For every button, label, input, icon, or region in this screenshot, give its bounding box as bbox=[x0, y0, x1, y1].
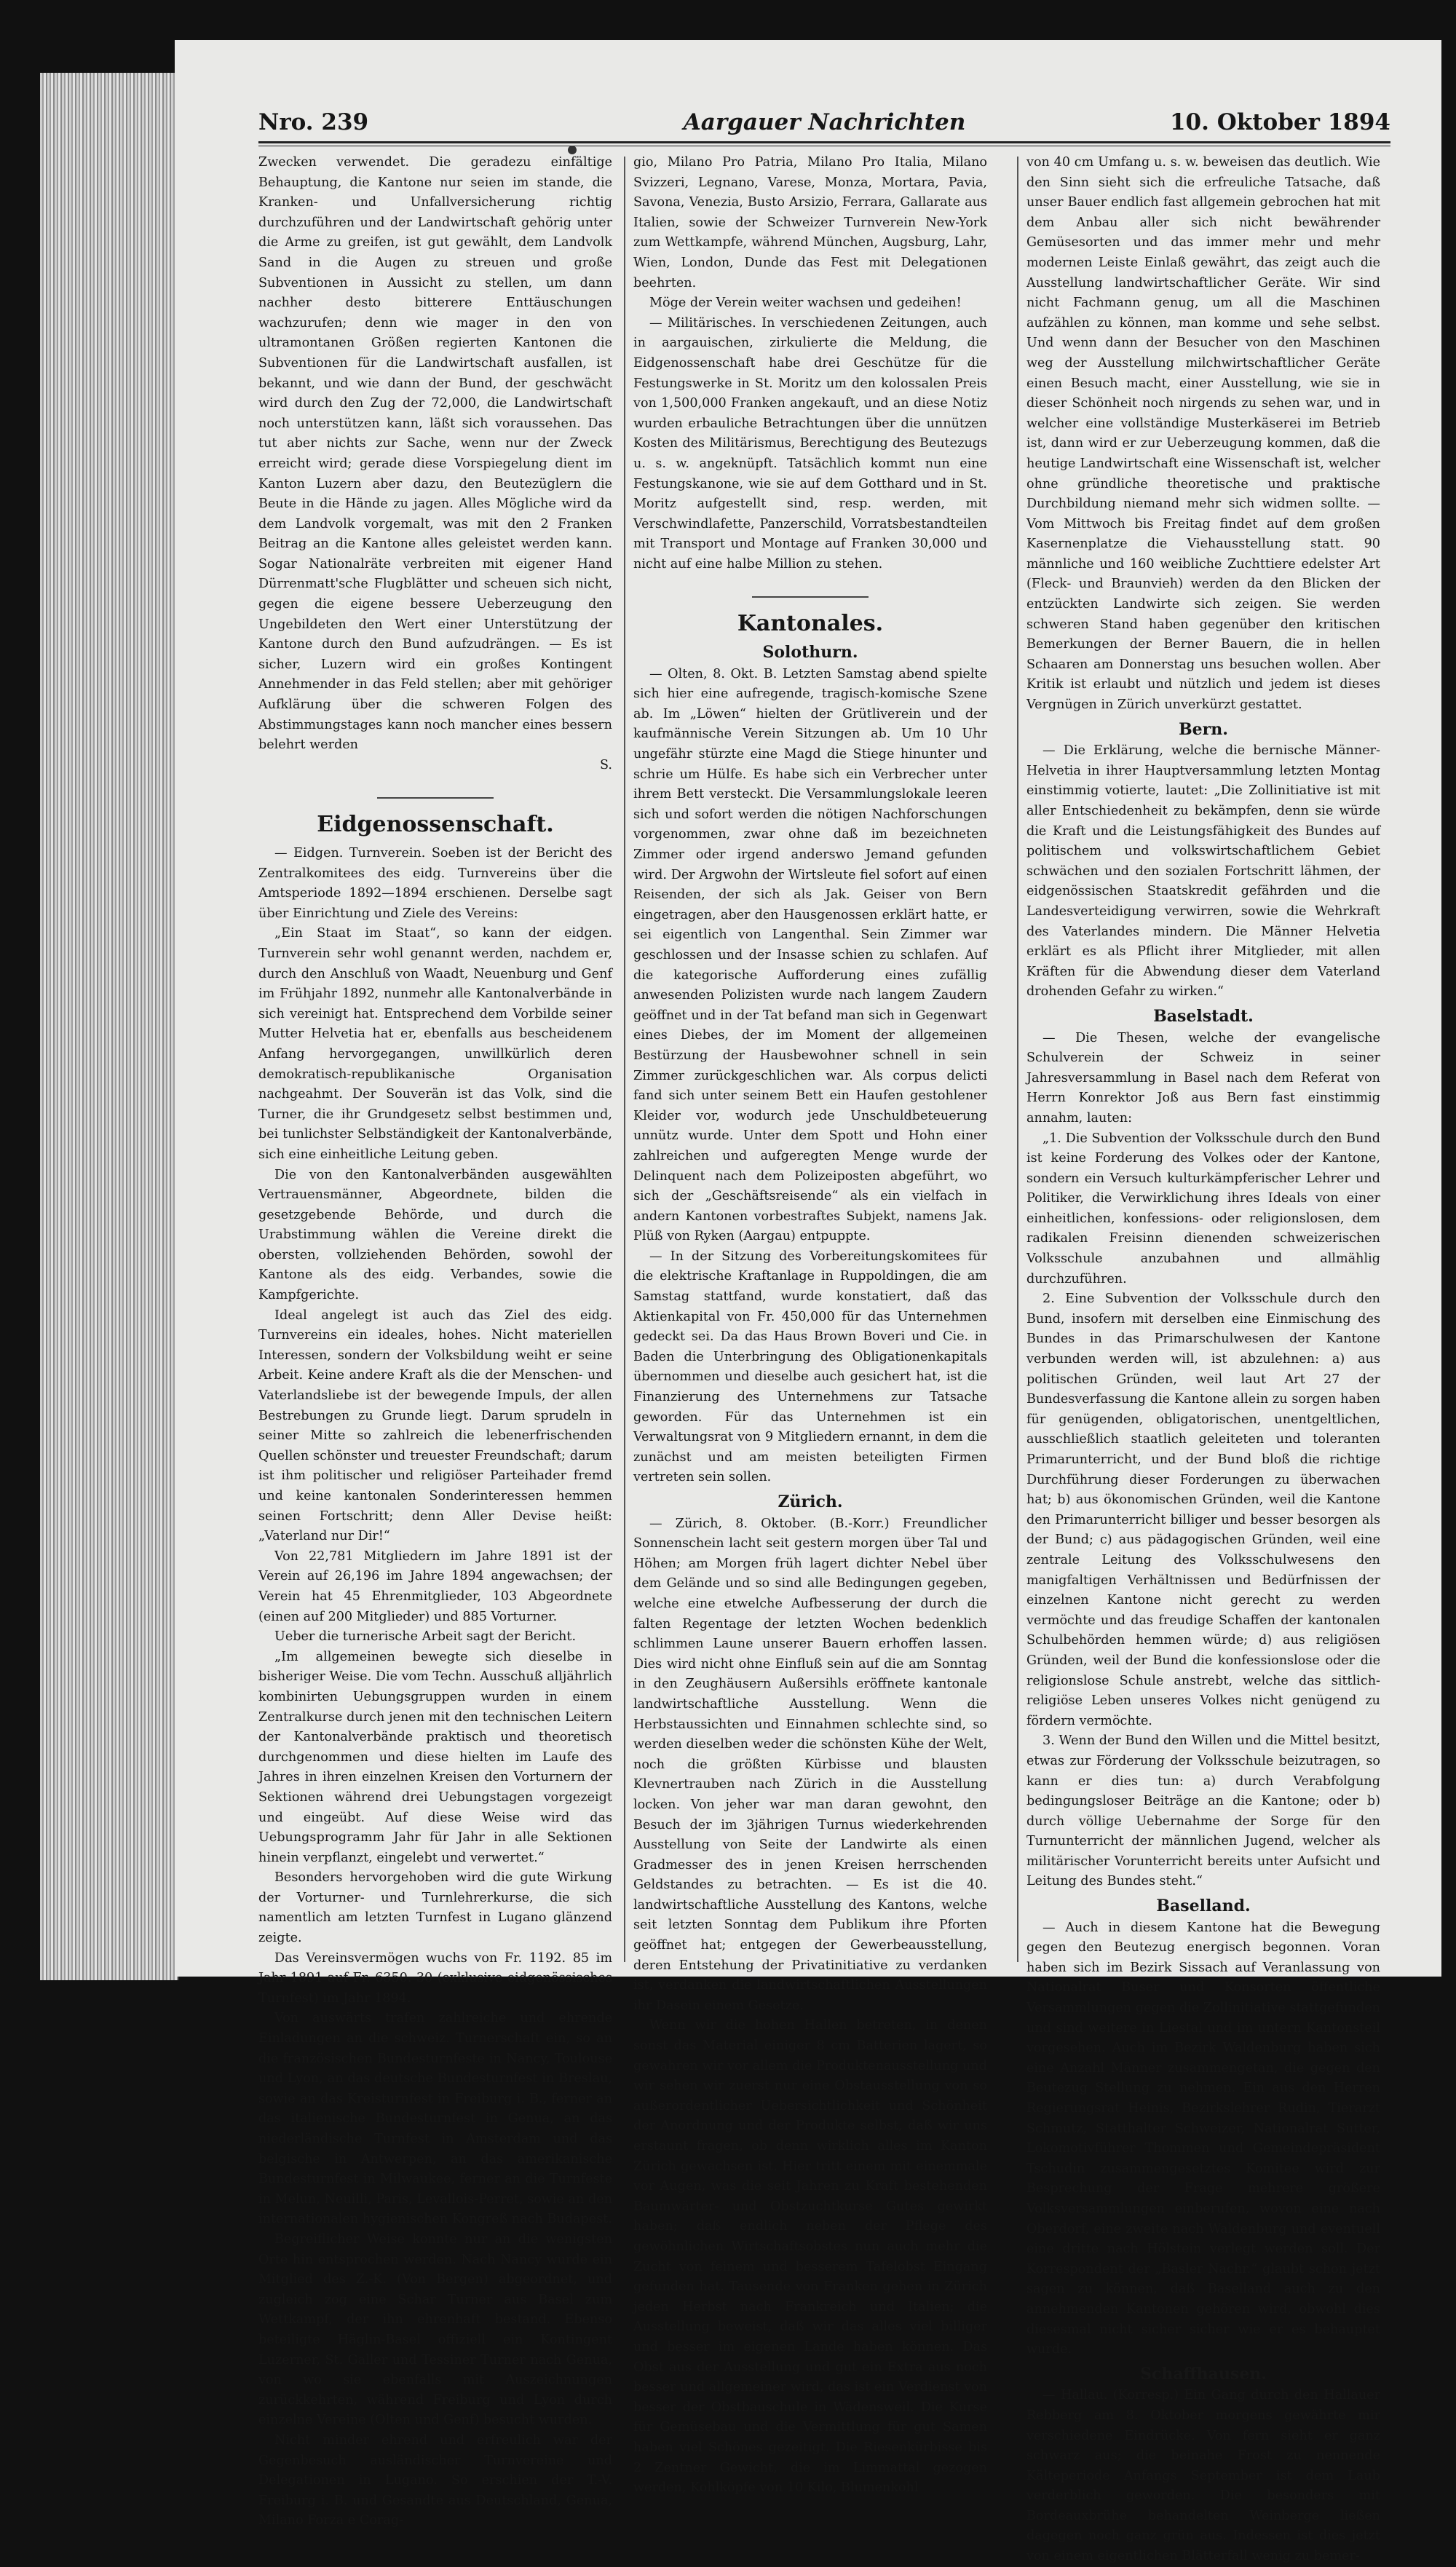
column-1 bbox=[258, 153, 612, 2528]
article-paragraph: Nicht minder ehrend und erfreulich war der Gegenbesuch ausländischer Turnvereine und Delegationen in Lugano. So erschien der T.-V. Freiburg i. B. und Gesandte aus Deutschland, Genua, Milano Forza e Corag- bbox=[258, 2432, 612, 2528]
article-paragraph: Begreiflicher Weise konnte nur an die wenigsten Orte hin entsprochen werden. Nach Nancy wurde ein Mitglied des Z.-K. (Von Bergen) abgeordnet, und zugleich zog eine Schar Turner aus Basel zum Wettkampf, der ihn ehrenhaft bestand. Ebenso beteiligte Häglin-Basel offiziell ein Kontingent Luzerner, St. Galler und Tessiner Turner nach Genua, von wo sie ebenfalls mit Auszeichnungen zurückkehrten, während Freiburg und Lyon durch einzelne Vereine (Olten und Genf) besucht wurden. bbox=[258, 2231, 612, 2428]
article-paragraph: von 40 cm Umfang u. s. w. beweisen das deutlich. Wie den Sinn sieht sich die erfreuliche Tatsache, daß unser Bauer endlich fast allgemein gebrochen hat mit dem Anbau aller sich nicht bewährender Gemüsesorten und das immer mehr und mehr modernen Leiste Einlaß gewährt, das zeigt auch die Ausstellung landwirtschaftlicher Geräte. Wir sind nicht Fachmann genug, um all die Maschinen aufzählen zu können, man komme und sehe selbst. Und wenn dann der Besucher von den Maschinen weg der Ausstellung milchwirtschaftlicher Geräte einen Besuch macht, einer Ausstellung, wie sie in dieser Schönheit noch nirgends zu sehen war, und in welcher eine vollständige Musterkäserei im Betrieb ist, dann wird er zur Ueberzeugung kommen, daß die heutige Landwirtschaft eine Wissenschaft ist, welcher ohne gründliche theoretische und praktische Durchbildung niemand mehr sich widmen sollte. — Vom Mittwoch bis Freitag findet auf dem großen Kasernenplatze die Viehausstellung statt. 90 männliche und 160 weibliche Zuchttiere edelster Art (Fleck- und Braunvieh) werden da den Blicken der entzückten Landwirte sich zeigen. Sie werden schweren Stand haben gegenüber den kritischen Bemerkungen der Berner Bauern, die in hellen Schaaren am Donnerstag uns besuchen wollen. Aber Kritik ist erlaubt und nützlich und jedem ist dieses Vergnügen in Zürich unverkürzt gestattet. bbox=[1026, 155, 1380, 713]
column-3 bbox=[1026, 153, 1380, 2564]
article-paragraph: Besonders hervorgehoben wird die gute Wirkung der Vorturner- und Turnlehrerkurse, die sich namentlich am letzten Turnfest in Lugano glänzend zeigte. bbox=[258, 1870, 612, 1946]
book-page-edges bbox=[40, 73, 178, 1980]
subheading-schaffhausen: Schaffhausen. bbox=[1140, 2364, 1267, 2384]
article-signature: S. bbox=[599, 757, 612, 772]
subheading-baselland: Baselland. bbox=[1156, 1896, 1251, 1916]
article-paragraph: Von auswärts trafen zahlreiche und ehrende Einladungen an die schweiz. Turnerschaft ein, so an die französischen Bundesturnfeste in Nancy, Toulouse und Lyon, an das deutsche Bundesturnfest in Breslau, sowie an das Kreisturnfest in Freiburg i. B., ferner an das italienische Bundesturnfest in Genua, an das niederländische Turnfest in Amsterdam und das belgische in Antwerpen, an das amerikanische Bundesturnfest in Milwaukee, ferner an die Turnfeste in Melun, Neuilli, Paris, Levallois-Perret, sowie an den internationalen hygienischen Kongreß nach Budapest. bbox=[258, 2011, 612, 2227]
article-paragraph: — In der Sitzung des Vorbereitungskomitees für die elektrische Kraftanlage in Ruppoldingen, die am Samstag stattfand, wurde konstatiert, daß das Aktienkapital von Fr. 450,000 für das Unternehmen gedeckt sei. Da das Haus Brown Boveri und Cie. in Baden die Unterbringung des Obligationenkapitals übernommen und dieselbe auch gesichert hat, ist die Finanzierung des Unternehmens zur Tatsache geworden. Für das Unternehmen ist ein Verwaltungsrat von 9 Mitgliedern ernannt, in dem die zunächst und am meisten beteiligten Firmen vertreten sein sollen. bbox=[633, 1249, 987, 1485]
article-paragraph: „1. Die Subvention der Volksschule durch den Bund ist keine Forderung des Volkes oder der Kantone, sondern ein Versuch kulturkämpferischer Lehrer und Politiker, die Verwirklichung ihres Ideals von einer einheitlichen, konfessions- oder religionslosen, dem radikalen Freisinn dienenden schweizerischen Volksschule anzubahnen und allmählig durchzuführen. bbox=[1026, 1131, 1380, 1286]
article-paragraph: — Eidgen. Turnverein. Soeben ist der Bericht des Zentralkomitees des eidg. Turnvereins über die Amtsperiode 1892—1894 erschienen. Derselbe sagt über Einrichtung und Ziele des Vereins: bbox=[258, 846, 612, 921]
article-paragraph: — Olten, 8. Okt. B. Letzten Samstag abend spielte sich hier eine aufregende, tragisch-komische Szene ab. Im „Löwen“ hielten der Grütliverein und der kaufmännische Verein Sitzungen ab. Um 10 Uhr ungefähr stürzte eine Magd die Stiege hinunter und schrie um Hülfe. Es habe sich ein Verbrecher unter ihrem Bett versteckt. Die Versammlungslokale leeren sich und sofort werden die nötigen Nachforschungen vorgenommen, zwar ohne daß im bezeichneten Zimmer oder irgend anderswo Jemand gefunden wird. Der Argwohn der Wirtsleute fiel sofort auf einen Reisenden, der sich als Jak. Geiser von Bern eingetragen, aber den Hausgenossen erklärt hatte, er sei eigentlich von Langenthal. Sein Zimmer war geschlossen und der Insasse schien zu schlafen. Auf die kategorische Aufforderung eines zufällig anwesenden Polizisten wurde nach langem Zaudern geöffnet und in der Tat befand man sich in Gegenwart eines Diebes, der im Moment der allgemeinen Bestürzung der Hausbewohner schnell in sein Zimmer zurückgeschlichen war. Als corpus delicti fand sich unter seinem Bett ein Haufen gestohlener Kleider vor, wodurch jede Unschuldbeteuerung unnütz wurde. Unter dem Spott und Hohn einer zahlreichen und aufgeregten Menge wurde der Delinquent nach dem Polizeiposten abgeführt, wo sich der „Geschäftsreisende“ als ein vielfach in andern Kantonen vorbestraftes Subjekt, namens Jak. Plüß von Ryken (Aargau) entpuppte. bbox=[633, 666, 987, 1244]
issue-date: 10. Oktober 1894 bbox=[1169, 109, 1390, 135]
masthead-rule bbox=[258, 141, 1390, 143]
column-divider-1 bbox=[624, 157, 625, 1962]
article-paragraph: gio, Milano Pro Patria, Milano Pro Italia, Milano Svizzeri, Legnano, Varese, Monza, Mortara, Pavia, Savona, Venezia, Busto Arsizio, Ferrara, Gallarate aus Italien, sowie der Schweizer Turnverein New-York zum Wettkampfe, während München, Augsburg, Lahr, Wien, London, Dunde das Fest mit Delegationen beehrten. bbox=[633, 155, 987, 290]
column-divider-2 bbox=[1017, 157, 1018, 1962]
article-paragraph: 2. Eine Subvention der Volksschule durch den Bund, insofern mit derselben eine Einmischung des Bundes in das Primarschulwesen der Kantone verbunden werden will, ist abzulehnen: a) aus politischen Gründen, weil laut Art 27 der Bundesverfassung die Kantone allein zu sorgen haben für genügenden, obligatorischen, unentgeltlichen, ausschließlich staatlich geleiteten und toleranten Primarunterricht, und der Bund bloß die richtige Durchführung dieser Forderungen zu überwachen hat; b) aus ökonomischen Gründen, weil die Kantone den Primarunterricht billiger und besser besorgen als der Bund; c) aus pädagogischen Gründen, weil eine zentrale Leitung des Volksschulwesens den manigfaltigen Verhältnissen und Bedürfnissen der einzelnen Kantone nicht gerecht zu werden vermöchte und das freudige Schaffen der kantonalen Schulbehörden hemmen würde; d) aus religiösen Gründen, weil der Bund die konfessionslose oder die religionslose Schule anstrebt, welche das sittlich-religiöse Leben unseres Volkes nicht genügend zu fördern vermöchte. bbox=[1026, 1292, 1380, 1728]
masthead bbox=[258, 109, 1390, 140]
article-paragraph: — Zürich, 8. Oktober. (B.-Korr.) Freundlicher Sonnenschein lacht seit gestern morgen über Tal und Höhen; am Morgen früh lagert dichter Nebel über dem Gelände und so sind alle Bedingungen gegeben, welche eine etwelche Aufbesserung der durch die falten Regentage der letzten Wochen bedenklich schlimmen Laune unserer Bauern erhoffen lassen. Dies wird nicht ohne Einfluß sein auf die am Sonntag in den Zeughäusern Außersihls eröffnete kantonale landwirtschaftliche Ausstellung. Wenn die Herbstaussichten und Einnahmen schlechte sind, so werden dieselben weder die schönsten Kühe der Welt, noch die größten Kürbisse und blausten Klevnertrauben nach Zürich in die Ausstellung locken. Von jeher war man daran gewohnt, den Besuch der im 3jährigen Turnus wiederkehrenden Ausstellung von Seite der Landwirte als einen Gradmesser des in jenen Kreisen herrschenden Geldstandes zu betrachten. — Es ist die 40. landwirtschaftliche Ausstellung des Kantons, welche seit letzten Sonntag dem Publikum ihre Pforten geöffnet hat; entgegen der Gewerbeausstellung, deren Entstehung der Privatinitiative zu verdanken ist, verdanken die landwirtschaftlichen Ausstellungen ihr Dasein einem Gesetze. bbox=[633, 1516, 987, 2013]
article-paragraph: Wenn wir die hohen Hallen betreten, in denen sonst das Material einiger 8 cm Batterien lagert, so gewahren wir vor allem die Produktenausstellung und wir sehen wir zuerst nur eine Obstausstellung von so außerordentlicher Uebersichtlichkeit und Schönheit der Anordnung und der Produkte selbst, daß wir uns erstaunt fragen, ob denn wirklich alles im Kanton Zürich gewachsen ist. Hier tritt einem mit einemmale vor Augen, was die seit Jahren zu Kraft bestehenden Baumwärter- und Obstzuchtkurse Gutes gewirkt haben; daß endlich neben der Pflege des gewöhnlichen Wirtschaftsobstes nun auch mehr die Zucht von feinem und besserem Tafelobst Eingang gefunden hat. Tausende von Franken gehen in Zürich jeden Herbst nach Frankreich und Italien; die Ausstellung beweist, daß wir das alles viel billiger und besser im eigenen Lande haben können. Das Obst aus der Ausstellung und gut ein Extra aus noch besser und allgemeiner wird, das ist ein Verdienst von besser der Obstbauschule in Wädensweil. Die Kurse für Gemüsebau und die Vermittlung für gut Samen haben viel Schönes gezeitigt. Die Riesenkürbisse bis 2 Zentner Gewicht, die im Limmattal gezogen werden, Kohlköpfe von 10 Kilo, Blumenkohl bbox=[633, 2018, 987, 2496]
column-2 bbox=[633, 153, 987, 2496]
issue-number: Nro. 239 bbox=[258, 109, 369, 135]
article-paragraph: Ueber die turnerische Arbeit sagt der Bericht. bbox=[274, 1629, 577, 1645]
section-heading-kantonales: Kantonales. bbox=[737, 611, 884, 637]
separator-line bbox=[752, 596, 869, 598]
subheading-bern: Bern. bbox=[1179, 719, 1228, 739]
article-paragraph: Ideal angelegt ist auch das Ziel des eidg. Turnvereins ein ideales, hohes. Nicht materiellen Interessen, sondern der Volksbildung weiht er seine Arbeit. Keine andere Kraft als die der Menschen- und Vaterlandsliebe ist der bewegende Impuls, der allen Bestrebungen zu Grunde liegt. Darum sprudeln in seiner Mitte so zahlreich die lebenerfrischenden Quellen schönster und treuester Freundschaft; darum ist ihm politischer und religiöser Parteihader fremd und keine kantonalen Sonderinteressen hemmen seinen Fortschritt; denn Aller Devise heißt: „Vaterland nur Dir!“ bbox=[258, 1308, 612, 1544]
article-paragraph: Die von den Kantonalverbänden ausgewählten Vertrauensmänner, Abgeordnete, bilden die gesetzgebende Behörde, und durch die Urabstimmung wählen die Vereine direkt die obersten, vollziehenden Behörden, sowohl der Kantone als des eidg. Verbandes, sowie die Kampfgerichte. bbox=[258, 1167, 612, 1303]
article-paragraph: Das Vereinsvermögen wuchs von Fr. 1192. 85 im Jahr 1891 auf Fr. 6350. 30 (exklusive eidgenössisches Turnfest) im Jahr 1894. bbox=[258, 1950, 612, 2006]
separator-line bbox=[377, 797, 494, 799]
newspaper-title: Aargauer Nachrichten bbox=[683, 109, 966, 135]
article-paragraph: — Die Erklärung, welche die bernische Männer-Helvetia in ihrer Hauptversammlung letzten Montag einstimmig votierte, lautet: „Die Zollinitiative ist mit aller Entschiedenheit zu bekämpfen, denn sie würde die Kraft und die Leistungsfähigkeit des Bundes auf politischem und volkswirtschaftlichem Gebiet schwächen und den sozialen Fortschritt lähmen, der eidgenössischen Staatskredit gefährden und die Landesverteidigung verwirren, sowie die Wehrkraft des Vaterlandes mindern. Die Männer Helvetia erklärt es als Pflicht ihrer Mitglieder, mit allen Kräften für die Abwendung dieser dem Vaterland drohenden Gefahr zu wirken.“ bbox=[1026, 743, 1380, 1000]
article-paragraph: Von 22,781 Mitgliedern im Jahre 1891 ist der Verein auf 26,196 im Jahre 1894 angewachsen; der Verein hat 45 Ehrenmitglieder, 103 Abgeordnete (einen auf 200 Mitglieder) und 885 Vorturner. bbox=[258, 1548, 612, 1624]
article-paragraph: „Im allgemeinen bewegte sich dieselbe in bisheriger Weise. Die vom Techn. Ausschuß alljährlich kombinirten Uebungsgruppen wurden in einem Zentralkurse durch jenen mit den technischen Leitern der Kantonalverbände praktisch und theoretisch durchgenommen und diese hielten im Laufe des Jahres in ihren einzelnen Kreisen den Vorturnern der Sektionen während drei Uebungstagen vorgezeigt und eingeübt. Auf diese Weise wird das Uebungsprogramm Jahr für Jahr in alle Sektionen hinein verpflanzt, eingelebt und verwertet.“ bbox=[258, 1649, 612, 1865]
subheading-baselstadt: Baselstadt. bbox=[1153, 1006, 1254, 1026]
subheading-solothurn: Solothurn. bbox=[762, 643, 858, 662]
article-paragraph: — Hallau. (Korresp.) Ein Gang durch den Hallauer Rebberg am 8. Oktober morgens gewährte mir verschiedene Eindrücke. Von fern sieht er ganz schwarz aus; die beinahe Frost zu nennende Kälteperiode Anfangs September ist dem Laub verderblich geworden. Die besonders mit Bordeauxbrühe behandelten Weinberge ließen dagegen noch ganz grün aus. Indessen ist dies jetzt von einem eigentlichen Blätterfall wenig zu bemer- bbox=[1026, 2388, 1380, 2564]
section-heading-eidgenossenschaft: Eidgenossenschaft. bbox=[317, 812, 554, 838]
article-paragraph: Möge der Verein weiter wachsen und gedeihen! bbox=[649, 296, 962, 311]
article-paragraph: 3. Wenn der Bund den Willen und die Mittel besitzt, etwas zur Förderung der Volksschule beizutragen, so kann er dies tun: a) durch Verabfolgung bedingungsloser Beiträge an die Kantone; oder b) durch völlige Uebernahme der Sorge für den Turnunterricht der männlichen Jugend, welcher als militärischer Vorunterricht bereits unter Aufsicht und Leitung des Bundes steht.“ bbox=[1026, 1733, 1380, 1889]
article-paragraph: — Auch in diesem Kantone hat die Bewegung gegen den Beutezug energisch begonnen. Voran haben sich im Bezirk Sissach auf Veranlassung von Nationalrat Buser und Konsorten öffentliche Versammlungen gegen die Zollinitiative stattgefunden und sind weitere in Liestal und im untern Kantonsteil vorgesehen. Auch im Bezirk Waldenburg haben sich eine Anzahl Männer zusammengetan, die gegen den Beutezug Stellung zu nehmen. Ein aus den Herren Regierungsrat Heinis, Bezirkslehrer Rudin, Tierarzt Schmutz, Statthalter Schweizer, Nationalrat Sutter, Lokomotivführer Thommen und Gemeindepräsident Tschudin zusammengesetztes Komitee wird zur Besprechung der Frage mehrere größere Volksversammlungen einberufen, wovon eine nach Oberdorf, eine zweite nach Waldenburg und eventuell eine dritte nach Hölstein verlegt werden soll. Der Korrespondent der „Basler Nachr.“ glaubt schon jetzt sagen zu können, daß Baselland auch zu den annehmenden Kantonen gehören wird, obwohl dies diesesmal nicht sicher sicher wie er es behauptet wurde. bbox=[1026, 1920, 1380, 2357]
subheading-zurich: Zürich. bbox=[778, 1492, 843, 1511]
article-paragraph: „Ein Staat im Staat“, so kann der eidgen. Turnverein sehr wohl genannt werden, nachdem er, durch den Anschluß von Waadt, Neuenburg und Genf im Frühjahr 1892, nunmehr alle Kantonalverbände in sich vereinigt hat. Entsprechend dem Vorbilde seiner Mutter Helvetia hat er, ebenfalls aus bescheidenem Anfang hervorgegangen, unwillkürlich deren demokratisch-republikanische Organisation nachgeahmt. Der Souverän ist das Volk, sind die Turner, die ihr Grundgesetz selbst bestimmen und, bei tunlichster Selbständigkeit der Kantonalverbände, sich eine einheitliche Leitung geben. bbox=[258, 926, 612, 1162]
article-paragraph: — Militärisches. In verschiedenen Zeitungen, auch in aargauischen, zirkulierte die Meldung, die Eidgenossenschaft habe drei Geschütze für die Festungswerke in St. Moritz um den kolossalen Preis von 1,500,000 Franken angekauft, und an diese Notiz wurden erbauliche Betrachtungen über die unnützen Kosten des Militärismus, Berechtigung des Beutezugs u. s. w. angeknüpft. Tatsächlich kommt nun eine Festungskanone, wie sie auf dem Gotthard und in St. Moritz aufgestellt sind, resp. werden, mit Verschwindlafette, Panzerschild, Vorratsbestandteilen mit Transport und Montage auf Franken 30,000 und nicht auf eine halbe Million zu stehen. bbox=[633, 315, 987, 571]
article-paragraph: — Die Thesen, welche der evangelische Schulverein der Schweiz in seiner Jahresversammlung in Basel nach dem Referat von Herrn Konrektor Joß aus Bern fast einstimmig annahm, lauten: bbox=[1026, 1030, 1380, 1126]
article-paragraph: Zwecken verwendet. Die geradezu einfältige Behauptung, die Kantone nur seien im stande, die Kranken- und Unfallversicherung richtig durchzuführen und der Landwirtschaft gehörig unter die Arme zu greifen, ist gut gewählt, dem Landvolk Sand in die Augen zu streuen und große Subventionen in Aussicht zu stellen, um dann nachher desto bitterere Enttäuschungen wachzurufen; denn wie mager in den von ultramontanen Größen regierten Kantonen die Subventionen für die Landwirtschaft ausfallen, ist bekannt, und wie dann der Bund, der geschwächt wird durch den Zug der 72,000, die Landwirtschaft noch unterstützen kann, läßt sich voraussehen. Das tut aber nichts zur Sache, wenn nur der Zweck erreicht wird; gerade diese Vorspiegelung dient im Kanton Luzern aber dazu, den Beutezüglern die Beute in die Hände zu jagen. Alles Mögliche wird da dem Landvolk vorgemalt, was mit den 2 Franken Beitrag an die Kantone alles geleistet werden kann. Sogar Nationalräte verbreiten mit eigener Hand Dürrenmatt'sche Flugblätter und scheuen sich nicht, gegen die eigene bessere Ueberzeugung den Ungebildeten den Wert einer Unterstützung der Kantone durch den Bund aufzudrängen. — Es ist sicher, Luzern wird ein großes Kontingent Annehmender in das Feld stellen; aber mit gehöriger Aufklärung über die schweren Folgen des Abstimmungstages kann noch mancher eines bessern belehrt werden bbox=[258, 155, 612, 753]
